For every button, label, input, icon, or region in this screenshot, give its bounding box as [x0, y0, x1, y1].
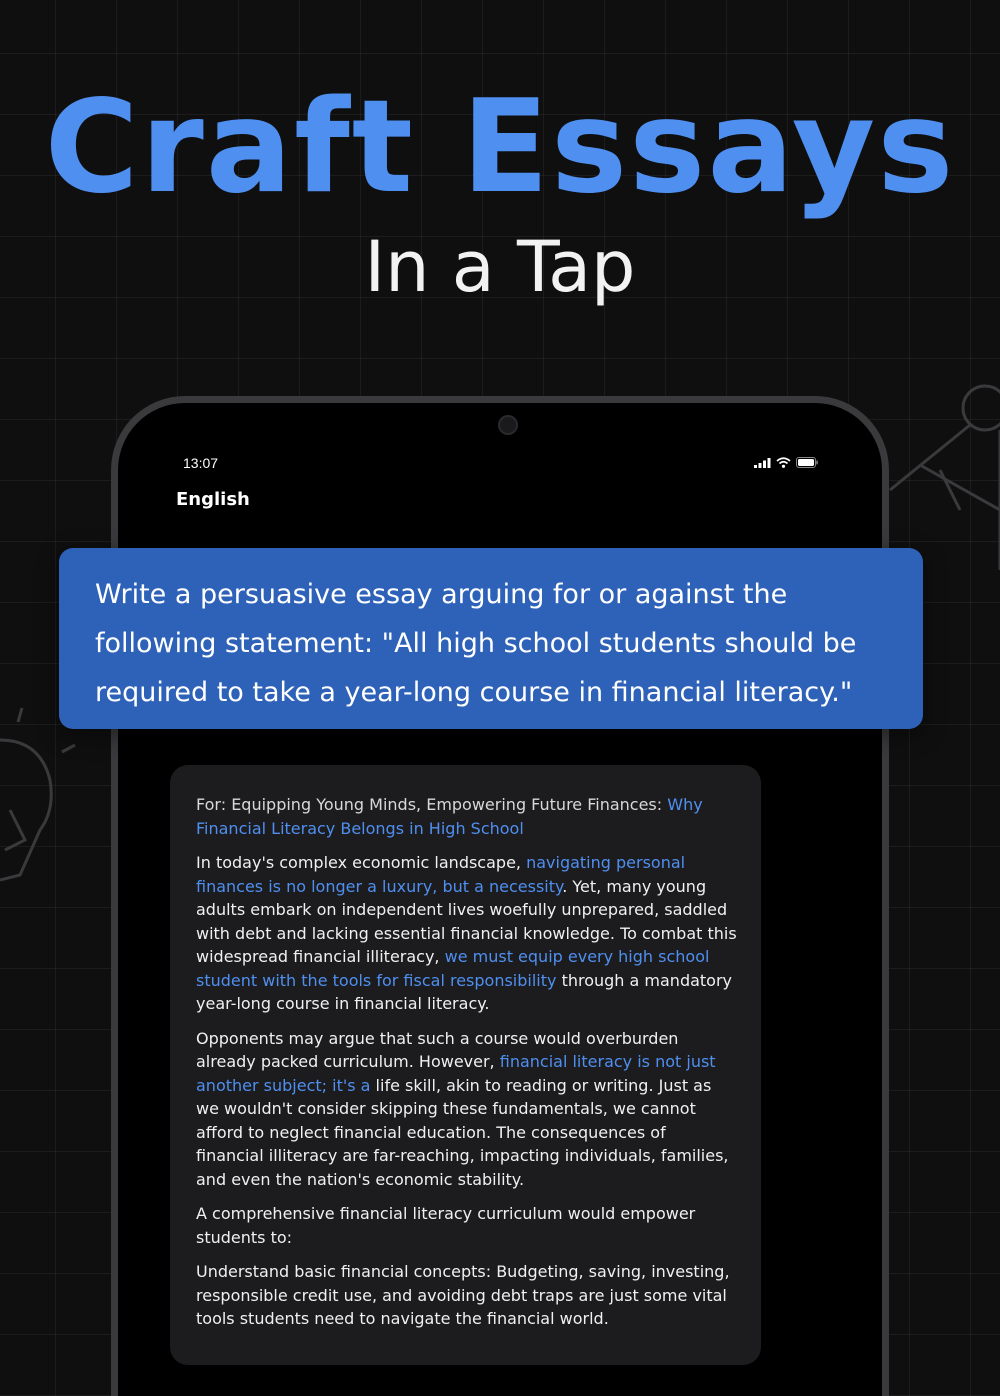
essay-p1-text-a: In today's complex economic landscape, [196, 853, 527, 872]
status-bar-time: 13:07 [183, 455, 219, 471]
essay-p1-highlight-2: we must equip every high school student with the tools for fiscal responsibility [196, 947, 710, 990]
essay-paragraph-1 [196, 851, 737, 1016]
battery-icon [796, 457, 818, 468]
compass-decoration-icon [880, 370, 1000, 570]
essay-p1-text-b: . Yet, many young adults embark on independent lives woefully unprepared, saddled with debt and lacking essential financial knowledge. To combat this widespread financial illiteracy, [196, 876, 737, 966]
essay-p2-text-b: life skill, akin to reading or writing. Just as we wouldn't consider skipping these fundamentals, we cannot afford to neglect financial education. The consequences of financial illiteracy are far-reaching, impacting individuals, families, and even the nation's economic stability. [196, 1075, 729, 1189]
essay-response-card [170, 765, 761, 1365]
essay-paragraph-4: Understand basic financial concepts: Budgeting, saving, investing, responsible credit use, and avoiding debt traps are just some vital tools students need to navigate the financial world. [196, 1262, 730, 1328]
front-camera [498, 415, 518, 435]
essay-title-plain: For: Equipping Young Minds, Empowering Future Finances: [196, 795, 668, 814]
prompt-text: Write a persuasive essay arguing for or against the following statement: "All high school students should be required to take a year-long course in financial literacy." [95, 579, 857, 708]
essay-title [196, 793, 737, 840]
essay-p2-highlight: financial literacy is not just another subject; it's a [196, 1052, 716, 1095]
essay-p1-text-c: through a mandatory year-long course in financial literacy. [196, 970, 733, 1013]
hero-subtitle: In a Tap [364, 226, 636, 308]
wifi-icon [776, 457, 791, 468]
essay-paragraph-3: A comprehensive financial literacy curriculum would empower students to: [196, 1204, 696, 1247]
light-bulb-decoration-icon [0, 700, 90, 900]
essay-p2-text-a: Opponents may argue that such a course would overburden already packed curriculum. However, [196, 1028, 679, 1071]
cellular-signal-icon [754, 458, 771, 468]
essay-p1-highlight-1: navigating personal finances is no longer a luxury, but a necessity [196, 853, 686, 896]
language-selector[interactable]: English [176, 489, 250, 510]
hero-title: Craft Essays [44, 73, 956, 222]
prompt-bubble [59, 548, 923, 729]
status-bar-icons [754, 457, 818, 468]
essay-title-highlight: Why Financial Literacy Belongs in High School [196, 795, 703, 838]
essay-paragraph-2 [196, 1027, 737, 1192]
